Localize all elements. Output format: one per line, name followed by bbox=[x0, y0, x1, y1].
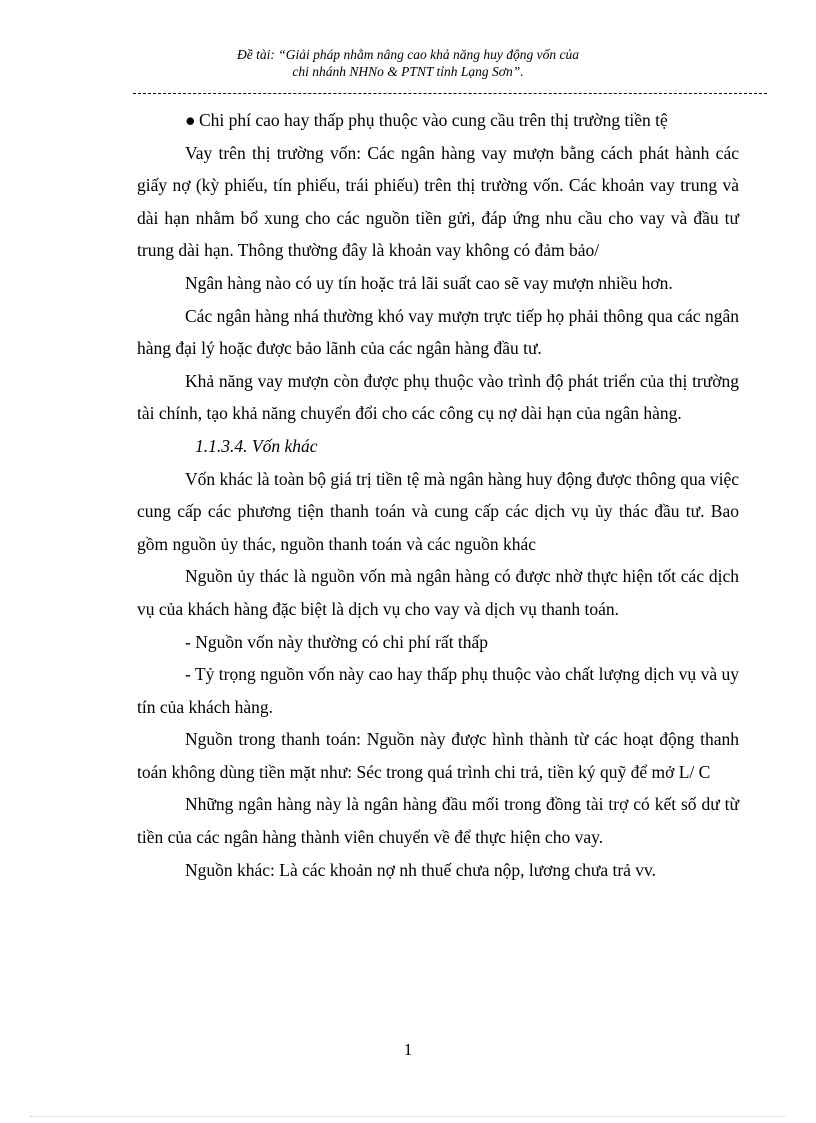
paragraph-capital-market-borrowing: Vay trên thị trường vốn: Các ngân hàng vay mượn bằng cách phát hành các giấy nợ (kỳ phiếu, tín phiếu, trái phiếu) trên thị trường vốn. Các khoản vay trung và dài hạn nhằm bổ xung cho các nguồn tiền gửi, đáp ứng nhu cầu cho vay và đầu tư trung dài hạn. Thông thường đây là khoản vay không có đảm bảo/ bbox=[137, 142, 739, 261]
paragraph-trust-source: Nguồn ủy thác là nguồn vốn mà ngân hàng có được nhờ thực hiện tốt các dịch vụ của khách hàng đặc biệt là dịch vụ cho vay và dịch vụ thanh toán. bbox=[137, 566, 739, 619]
header-title-line-1: Đề tài: “Giải pháp nhằm nâng cao khả năng huy động vốn của bbox=[237, 47, 579, 62]
bullet-icon: ● bbox=[185, 110, 196, 130]
paragraph-small-banks: Các ngân hàng nhá thường khó vay mượn trực tiếp họ phải thông qua các ngân hàng đại lý hoặc được bảo lãnh của các ngân hàng đầu tư. bbox=[137, 305, 739, 359]
paragraph-other-capital: Vốn khác là toàn bộ giá trị tiền tệ mà ngân hàng huy động được thông qua việc cung cấp các phương tiện thanh toán và cung cấp các dịch vụ ủy thác đầu tư. Bao gồm nguồn ủy thác, nguồn thanh toán và các nguồn khác bbox=[137, 468, 739, 554]
dash-item-proportion: - Tỷ trọng nguồn vốn này cao hay thấp phụ thuộc vào chất lượng dịch vụ và uy tín của khách hàng. bbox=[137, 664, 739, 717]
header-title-line-2: chi nhánh NHNo & PTNT tỉnh Lạng Sơn”. bbox=[292, 64, 524, 79]
paragraph-payment-source: Nguồn trong thanh toán: Nguồn này được hình thành từ các hoạt động thanh toán không dùng tiền mặt như: Séc trong quá trình chi trả, tiền ký quỹ để mở L/ C bbox=[137, 729, 739, 782]
dash-item-low-cost: - Nguồn vốn này thường có chi phí rất thấp bbox=[185, 631, 489, 652]
header-divider bbox=[133, 93, 767, 94]
page-bottom-edge bbox=[30, 1116, 786, 1117]
paragraph-lead-banks: Những ngân hàng này là ngân hàng đầu mối trong đồng tài trợ có kết số dư từ tiền của các ngân hàng thành viên chuyển về để thực hiện cho vay. bbox=[137, 794, 739, 848]
document-body bbox=[137, 104, 739, 886]
paragraph-other-sources: Nguồn khác: Là các khoản nợ nh thuế chưa nộp, lương chưa trả vv. bbox=[185, 859, 657, 880]
page-header bbox=[0, 46, 816, 80]
page-number: 1 bbox=[403, 1040, 413, 1059]
bullet-item bbox=[137, 104, 739, 137]
paragraph-reputation: Ngân hàng nào có uy tín hoặc trả lãi suất cao sẽ vay mượn nhiều hơn. bbox=[185, 272, 673, 293]
bullet-text: Chi phí cao hay thấp phụ thuộc vào cung cầu trên thị trường tiền tệ bbox=[199, 110, 668, 130]
section-subheading: 1.1.3.4. Vốn khác bbox=[195, 435, 318, 456]
paragraph-borrowing-capacity: Khả năng vay mượn còn được phụ thuộc vào trình độ phát triển của thị trường tài chính, tạo khả năng chuyển đổi cho các công cụ nợ dài hạn của ngân hàng. bbox=[137, 370, 739, 424]
